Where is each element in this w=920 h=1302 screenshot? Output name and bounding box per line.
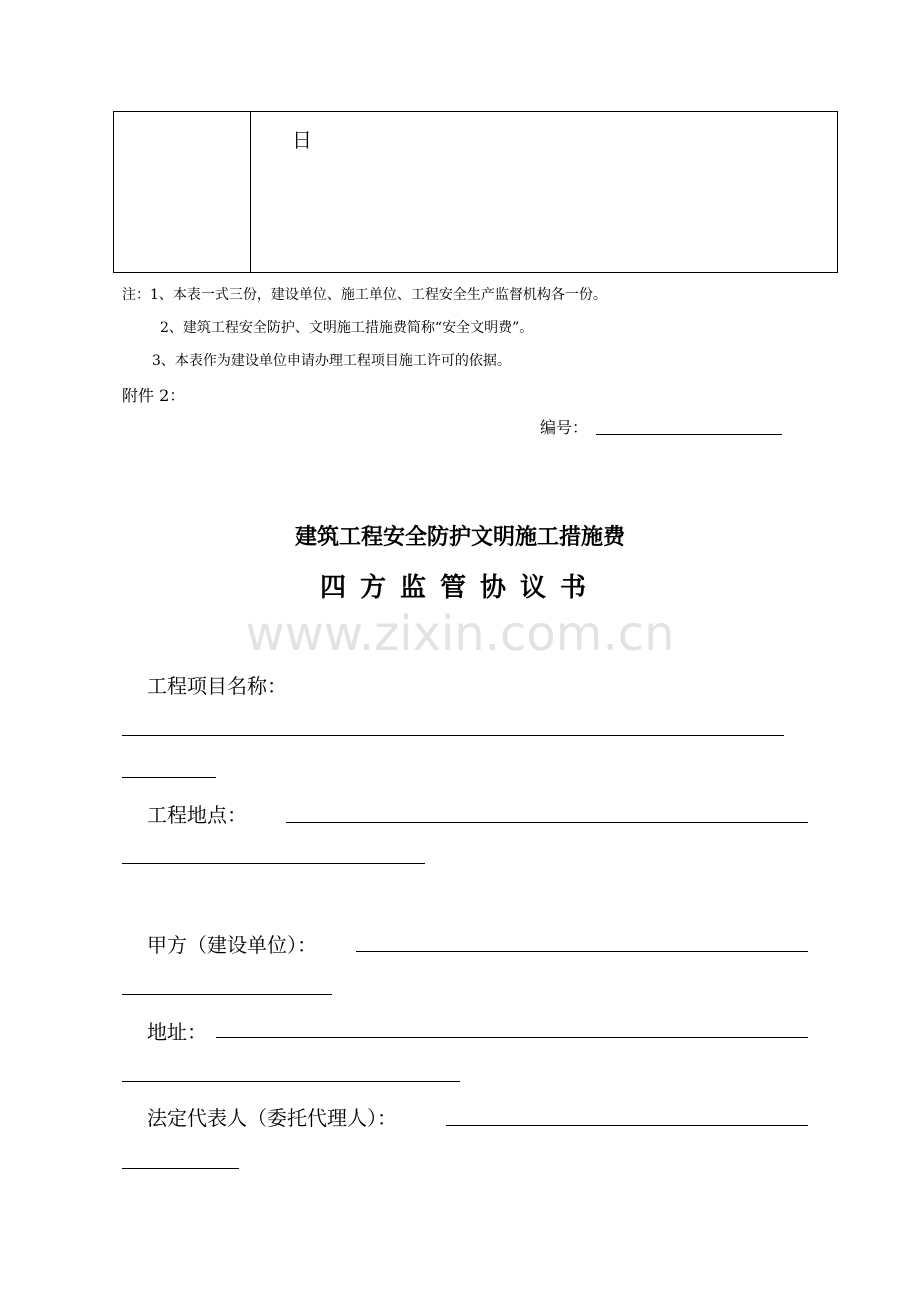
legal-representative-blank-continued[interactable] bbox=[122, 1168, 239, 1169]
note-3: 3、本表作为建设单位申请办理工程项目施工许可的依据。 bbox=[152, 353, 511, 369]
watermark: www.zixin.com.cn bbox=[245, 606, 675, 662]
project-location-label: 工程地点： bbox=[147, 803, 247, 827]
party-a-blank[interactable] bbox=[356, 951, 808, 952]
project-name-blank[interactable] bbox=[122, 735, 784, 736]
address-label: 地址： bbox=[147, 1020, 207, 1044]
address-blank[interactable] bbox=[216, 1037, 808, 1038]
note-2: 2、建筑工程安全防护、文明施工措施费简称“安全文明费”。 bbox=[160, 320, 534, 336]
attachment-label: 附件 2： bbox=[122, 386, 186, 405]
table-fragment bbox=[113, 111, 838, 273]
legal-representative-blank[interactable] bbox=[446, 1125, 808, 1126]
project-name-blank-continued[interactable] bbox=[122, 777, 216, 778]
table-cell-day: 日 bbox=[292, 128, 312, 152]
document-subtitle: 四方监管协议书 bbox=[319, 573, 600, 603]
note-1: 注：1、本表一式三份，建设单位、施工单位、工程安全生产监督机构各一份。 bbox=[122, 287, 607, 303]
legal-representative-label: 法定代表人（委托代理人）： bbox=[147, 1106, 397, 1130]
project-location-blank-continued[interactable] bbox=[122, 863, 425, 864]
address-blank-continued[interactable] bbox=[122, 1081, 460, 1082]
table-column-divider bbox=[250, 112, 251, 272]
party-a-label: 甲方（建设单位）： bbox=[147, 933, 317, 957]
party-a-blank-continued[interactable] bbox=[122, 994, 332, 995]
project-location-blank[interactable] bbox=[286, 822, 808, 823]
serial-number-label: 编号： bbox=[540, 418, 589, 437]
document-title: 建筑工程安全防护文明施工措施费 bbox=[294, 524, 625, 550]
project-name-label: 工程项目名称： bbox=[147, 674, 287, 698]
serial-number-blank[interactable] bbox=[596, 434, 782, 435]
